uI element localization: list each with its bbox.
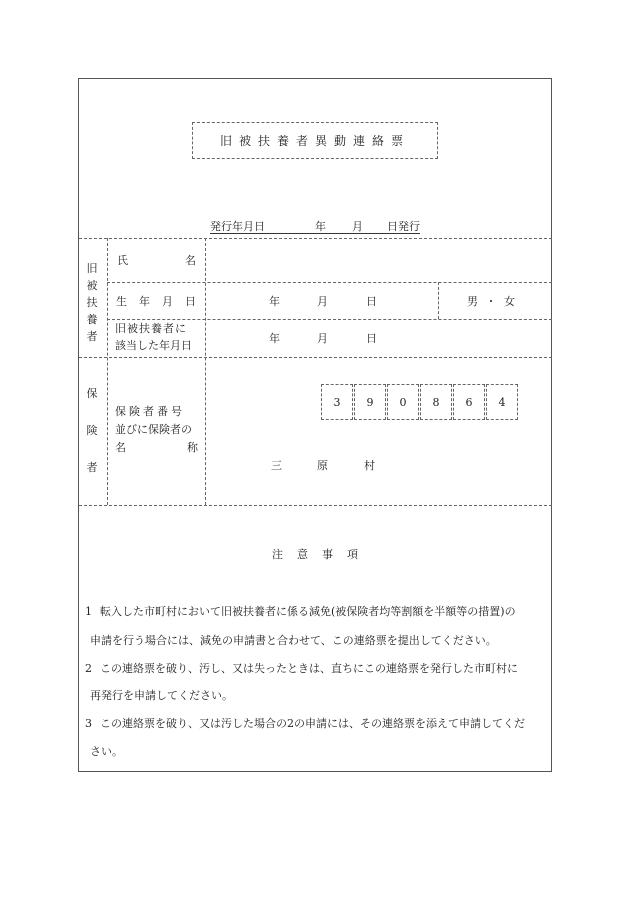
birth-month-unit: 月	[317, 295, 328, 308]
lost-day-unit: 日	[366, 332, 377, 345]
section-divider	[79, 357, 552, 358]
insurer-name-char: 原	[317, 459, 328, 472]
note-2-line1: この連絡票を破り、汚し、又は失ったときは、直ちにこの連絡票を発行した市町村に	[100, 662, 518, 675]
note-3-num: 3	[85, 717, 92, 730]
section-char: 者	[86, 330, 98, 343]
insurer-number-digit[interactable]: 8	[420, 384, 452, 420]
note-1-num: 1	[85, 605, 92, 618]
table-top-divider	[79, 238, 552, 239]
section-label-insurer	[84, 388, 100, 499]
section-char: 者	[86, 461, 98, 474]
insurer-name-char: 村	[364, 459, 375, 472]
issue-date-label: 発行年月日	[210, 220, 265, 233]
sex-selector[interactable]: 男 ・ 女	[467, 295, 515, 308]
row-divider-birth	[107, 319, 552, 320]
insurer-number-digit[interactable]: 6	[453, 384, 485, 420]
insurer-number-digit[interactable]: 4	[486, 384, 518, 420]
insurer-label-2: 並びに保険者の	[115, 423, 192, 436]
notes-title: 注意事項	[272, 548, 372, 561]
note-2-line2: 再発行を申請してください。	[90, 689, 233, 702]
col-divider-2	[205, 238, 206, 505]
birth-label-2: 年	[139, 295, 150, 308]
table-bottom-divider	[79, 505, 552, 506]
col-divider-1	[107, 238, 108, 505]
form-title: 旧被扶養者異動連絡票	[192, 122, 438, 159]
note-1-line2: 申請を行う場合には、減免の申請書と合わせて、この連絡票を提出してください。	[90, 634, 497, 647]
section-char: 険	[86, 424, 98, 437]
birth-label-1: 生	[116, 295, 127, 308]
issue-day-unit: 日発行	[387, 220, 420, 233]
section-char: 旧	[86, 262, 98, 275]
insurer-number-digit[interactable]: 9	[354, 384, 386, 420]
insurer-label-3b: 称	[187, 441, 198, 454]
note-1-line1: 転入した市町村において旧被扶養者に係る減免(被保険者均等割額を半額等の措置)の	[100, 605, 516, 618]
note-3-line2: さい。	[90, 745, 123, 758]
section-char: 養	[86, 313, 98, 326]
birth-year-unit: 年	[269, 295, 280, 308]
issue-year-unit: 年	[315, 220, 326, 233]
birth-label-4: 日	[185, 295, 196, 308]
issue-month-unit: 月	[352, 220, 363, 233]
insurer-number-digit[interactable]: 0	[387, 384, 419, 420]
insurer-label-1: 保険者番号	[115, 405, 185, 418]
name-label-a: 氏	[117, 254, 128, 267]
lost-year-unit: 年	[269, 332, 280, 345]
lost-month-unit: 月	[317, 332, 328, 345]
birth-label-3: 月	[162, 295, 173, 308]
section-char: 扶	[86, 296, 98, 309]
name-label-b: 名	[185, 254, 196, 267]
birth-day-unit: 日	[366, 295, 377, 308]
section-char: 被	[86, 279, 98, 292]
insurer-number-digit[interactable]: 3	[321, 384, 353, 420]
insurer-name-char: 三	[271, 459, 282, 472]
lost-date-label-2: 該当した年月日	[115, 339, 192, 352]
lost-date-label-1: 旧被扶養者に	[115, 322, 187, 335]
note-2-num: 2	[85, 662, 92, 675]
note-3-line1: この連絡票を破り、又は汚した場合の2の申請には、その連絡票を添えて申請してくだ	[100, 717, 525, 730]
sex-col-divider	[438, 282, 439, 319]
insurer-label-3a: 名	[115, 441, 126, 454]
section-char: 保	[86, 387, 98, 400]
row-divider-name	[107, 282, 552, 283]
issue-date-line	[210, 218, 420, 234]
section-label-former-dependent	[84, 263, 100, 348]
